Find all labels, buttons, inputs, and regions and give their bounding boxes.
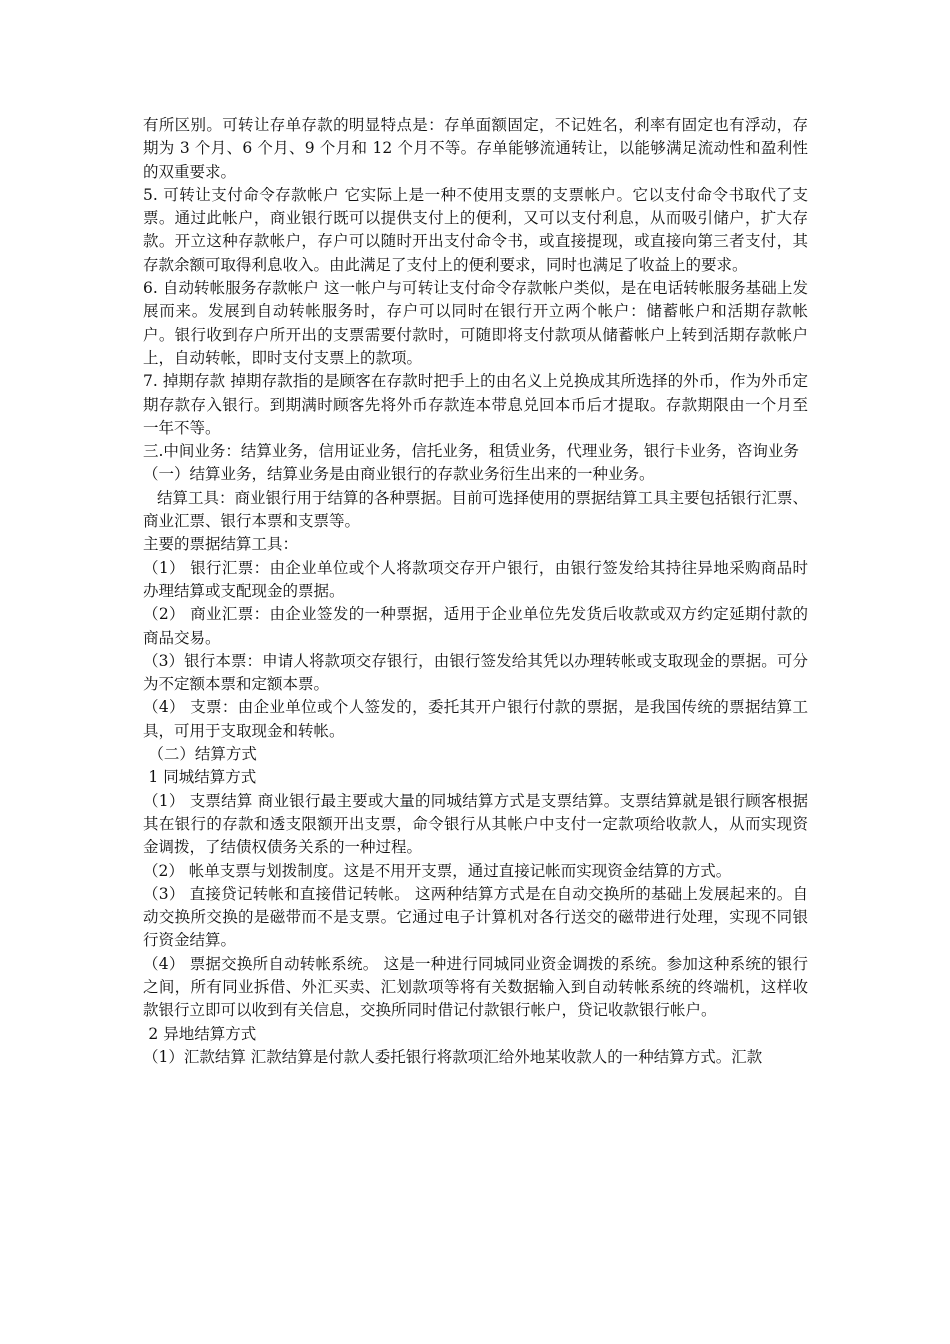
paragraph-swap-deposit: 7. 掉期存款 掉期存款指的是顾客在存款时把手上的由名义上兑换成其所选择的外币，作为外币定期存款存入银行。到期满时顾客先将外币存款连本带息兑回本币后才提取。存款期限由一个月至一年不等。 xyxy=(143,372,808,437)
list-item-cashier-check: （3）银行本票：申请人将款项交存银行，由银行签发给其凭以办理转帐或支取现金的票据。可分为不定额本票和定额本票。 xyxy=(143,651,808,694)
subheading-local-settlement: 1 同城结算方式 xyxy=(148,768,257,787)
list-item-bank-draft: （1） 银行汇票：由企业单位或个人将款项交存开户银行，由银行签发给其持往异地采购商品时办理结算或支配现金的票据。 xyxy=(143,558,808,600)
paragraph-now-account: 5. 可转让支付命令存款帐户 它实际上是一种不使用支票的支票帐户。它以支付命令书取代了支票。通过此帐户，商业银行既可以提供支付上的便利，又可以支付利息，从而吸引储户，扩大存款。开立这种存款帐户，存户可以随时开出支付命令书，或直接提现，或直接向第三者支付，其存款余额可取得利息收入。由此满足了支付上的便利要求，同时也满足了收益上的要求。 xyxy=(143,185,808,274)
document-page xyxy=(143,114,808,1069)
list-item-check-settlement: （1） 支票结算 商业银行最主要或大量的同城结算方式是支票结算。支票结算就是银行顾客根据其在银行的存款和透支限额开出支票，命令银行从其帐户中支付一定款项给收款人，从而实现资金调拨，了结债权债务关系的一种过程。 xyxy=(143,791,808,857)
paragraph-cd-intro: 有所区别。可转让存单存款的明显特点是：存单面额固定，不记姓名，利率有固定也有浮动，存期为 3 个月、6 个月、9 个月和 12 个月不等。存单能够流通转让，以能够满足流动性和盈利性的双重要求。 xyxy=(143,116,808,181)
subheading-remote-settlement: 2 异地结算方式 xyxy=(148,1024,257,1043)
paragraph-settlement-tools: 结算工具：商业银行用于结算的各种票据。目前可选择使用的票据结算工具主要包括银行汇票、商业汇票、银行本票和支票等。 xyxy=(143,488,808,531)
subheading-settlement: （一）结算业务，结算业务是由商业银行的存款业务衍生出来的一种业务。 xyxy=(143,465,655,484)
list-item-giro-system: （2） 帐单支票与划拨制度。这是不用开支票，通过直接记帐而实现资金结算的方式。 xyxy=(143,861,732,880)
list-item-clearing-house: （4） 票据交换所自动转帐系统。 这是一种进行同城同业资金调拨的系统。参加这种系统的银行之间，所有同业拆借、外汇买卖、汇划款项等将有关数据输入到自动转帐系统的终端机，这样收款银行立即可以收到有关信息，交换所同时借记付款银行帐户，贷记收款银行帐户。 xyxy=(143,954,808,1020)
subheading-settlement-methods: （二）结算方式 xyxy=(148,745,257,764)
list-item-check: （4） 支票：由企业单位或个人签发的，委托其开户银行付款的票据，是我国传统的票据结算工具，可用于支取现金和转帐。 xyxy=(143,698,808,740)
section-heading-intermediary: 三.中间业务：结算业务，信用证业务，信托业务，租赁业务，代理业务，银行卡业务，咨询业务 xyxy=(143,442,799,461)
paragraph-main-tools: 主要的票据结算工具： xyxy=(143,535,299,554)
paragraph-ats-account: 6. 自动转帐服务存款帐户 这一帐户与可转让支付命令存款帐户类似，是在电话转帐服务基础上发展而来。发展到自动转帐服务时，存户可以同时在银行开立两个帐户：储蓄帐户和活期存款帐户。银行收到存户所开出的支票需要付款时，可随即将支付款项从储蓄帐户上转到活期存款帐户上，自动转帐，即时支付支票上的款项。 xyxy=(143,279,808,367)
list-item-commercial-draft: （2） 商业汇票：由企业签发的一种票据，适用于企业单位先发货后收款或双方约定延期付款的商品交易。 xyxy=(143,605,808,647)
list-item-direct-credit-debit: （3） 直接贷记转帐和直接借记转帐。 这两种结算方式是在自动交换所的基础上发展起来的。自动交换所交换的是磁带而不是支票。它通过电子计算机对各行送交的磁带进行处理，实现不同银行资金结算。 xyxy=(143,884,808,950)
list-item-remittance: （1）汇款结算 汇款结算是付款人委托银行将款项汇给外地某收款人的一种结算方式。汇款 xyxy=(143,1047,763,1066)
